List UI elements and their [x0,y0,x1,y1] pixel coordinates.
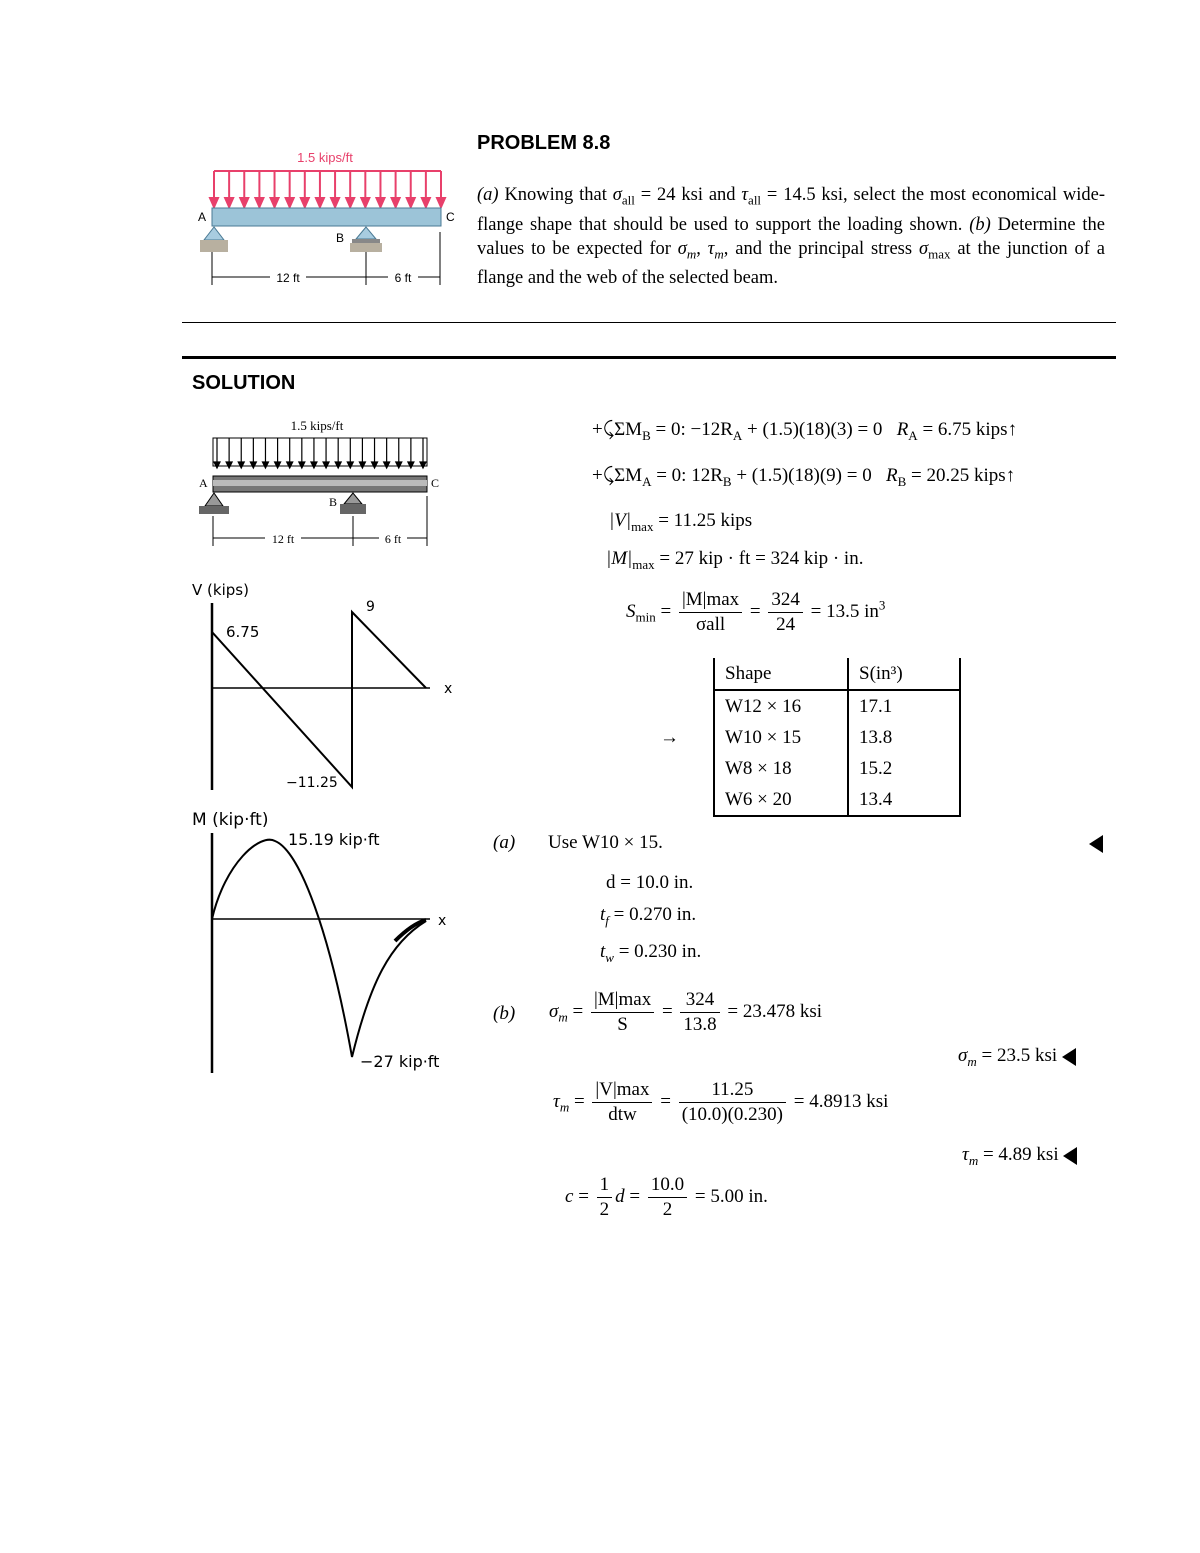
sol-load-arrowhead [384,462,390,468]
problem-text-1: Knowing that [504,185,607,205]
load-arrows [210,171,445,207]
load-arrowhead [255,198,263,207]
load-arrowhead [240,198,248,207]
shear-diagram [190,575,470,800]
load-arrowhead [346,198,354,207]
dim-6: 6 ft [394,271,412,285]
load-arrowhead [392,198,400,207]
support-b [356,227,376,239]
eq-sigma-m: $\sigma_m$ = $\frac{|M|\max}{S}$ = $\frac{324}{13.8}$ = 23.478 ksi [549,989,823,1035]
load-arrowhead [437,198,445,207]
sol-label-a: A [199,476,208,490]
problem-text-3: = 14.5 ksi, select the most economical wide-flange shape that should be used to support the loading shown. [477,185,1106,235]
support-a [204,227,224,240]
sigma-max: σ [918,238,929,259]
eq-vmax: $|V|_{max} = 11.25$ kips [609,510,753,534]
sol-load-arrows [214,438,426,468]
problem-figure [190,140,470,290]
answer-marker-icon [1062,1048,1076,1066]
eq-sum-ma: $+⤹\Sigma M_A = 0$: $12R_B + (1.5)(18)(9) = 0$ $R_B = 20.25$ kips↑ [592,465,1016,489]
sol-dim-12: 12 ft [271,532,295,546]
sol-load-arrowhead [420,462,426,468]
moment-axis-title: M (kip·ft) [192,810,269,830]
sol-load-arrowhead [262,462,268,468]
sol-load-label: 1.5 kips/ft [290,418,344,433]
sol-load-arrowhead [408,462,414,468]
shape-table [713,658,961,817]
eq-c: c = $\frac{1}{2}$ d = $\frac{10.0}{2}$ = 5.00 in. [565,1174,768,1220]
sol-load-arrowhead [214,462,220,468]
load-arrowhead [271,198,279,207]
sol-load-arrowhead [359,462,365,468]
ccw-icon: +⤹ [592,465,615,486]
sol-load-arrowhead [372,462,378,468]
sol-load-arrowhead [311,462,317,468]
load-arrowhead [361,198,369,207]
part-a-use: Use W10 × 15. [548,832,663,853]
all-sub: all [621,192,635,208]
load-arrowhead [286,198,294,207]
divider-bottom [182,356,1116,359]
load-arrowhead [331,198,339,207]
sol-load-arrowhead [335,462,341,468]
problem-text-2: = 24 ksi and [640,185,736,205]
moment-x-label: x [438,913,447,929]
moment-diagram [190,803,470,1078]
table-row: W8 × 18 15.2 [714,753,960,784]
problem-text-4: Determine the values to be expected for [477,214,1106,259]
problem-statement: (a) Knowing that $\sigma_{all} = 24$ ksi and $\tau_{all} = 14.5$ ksi, select the most economical wide-flange shape that should be used to support the loading shown. (b) Determine the values to be expected for $\sigma_m$, $\tau_m$, and the principal stress $\sigma_{max}$ at the junction of a flange and the web of the selected beam. [477,185,1106,289]
sol-load-arrowhead [275,462,281,468]
sigma-m: σ [677,238,687,259]
sigma-m-answer: $\sigma_m = 23.5$ ksi [958,1045,1076,1070]
beam [212,208,441,226]
ccw-icon: +⤹ [592,419,615,440]
selection-arrow: → [660,727,679,748]
eq-mmax: $|M|_{max} = 27$ kip · ft = 324 kip · in. [606,548,864,572]
eq-tau-m: $\tau_m$ = $\frac{|V|\max}{\text{dtw}}$ = $\frac{11.25}{(10.0)(0.230)}$ = 4.8913 ksi [553,1079,889,1125]
sigma-all: σ [612,185,622,205]
moment-value-max: 15.19 kip·ft [288,830,380,849]
shear-value-neg: −11.25 [286,775,338,791]
load-arrowhead [225,198,233,207]
part-a-d: d = 10.0 in. [606,872,694,893]
solution-title: SOLUTION [192,372,296,394]
divider-top [182,322,1116,323]
label-b: B [336,231,345,245]
part-b-label: (b) [969,214,991,235]
tau-all: τ [741,185,749,205]
sol-load-arrowhead [396,462,402,468]
shear-value-start: 6.75 [226,623,260,641]
moment-value-min: −27 kip·ft [360,1052,440,1071]
solution-figure [195,412,445,552]
answer-marker-icon [1063,1147,1077,1165]
part-a-tw: $t_w = 0.230$ in. [600,941,702,965]
shear-axis-title: V (kips) [192,581,249,599]
tau-m-answer: $\tau_m = 4.89$ ksi [962,1144,1077,1169]
part-a-label: (a) [493,832,516,853]
table-row: W12 × 16 17.1 [714,690,960,722]
part-a-label: (a) [477,185,499,205]
part-a-tf: $t_f = 0.270$ in. [600,904,697,928]
load-arrowhead [210,198,218,207]
tau-m: τ [707,238,715,259]
sol-load-arrowhead [238,462,244,468]
answer-marker-a [1089,835,1103,853]
load-label: 1.5 kips/ft [297,150,353,165]
table-row: W6 × 20 13.4 [714,784,960,816]
problem-text-5: and the principal stress [735,238,913,259]
load-arrowhead [407,198,415,207]
sol-load-arrowhead [287,462,293,468]
dim-12: 12 ft [276,271,300,285]
table-row: W10 × 15 13.8 [714,722,960,753]
sol-load-arrowhead [299,462,305,468]
load-arrowhead [301,198,309,207]
load-arrowhead [376,198,384,207]
sol-load-arrowhead [226,462,232,468]
header-shape: Shape [714,658,848,690]
shear-value-9: 9 [366,599,375,615]
sol-load-arrowhead [347,462,353,468]
eq-smin: $S_{min}$ = $\frac{|M|\max}{\text{σall}}$ = $\frac{324}{24}$ = 13.5 $in^3$ [626,589,886,635]
sol-load-arrowhead [250,462,256,468]
sol-label-b: B [329,495,338,509]
shear-x-label: x [444,681,453,697]
sol-load-arrowhead [323,462,329,468]
load-arrowhead [316,198,324,207]
moment-curve [212,840,426,1057]
sol-label-c: C [431,476,440,490]
label-a: A [198,210,207,224]
header-s: S(in³) [848,658,960,690]
load-arrowhead [422,198,430,207]
problem-text-6: at the junction of a flange and the web of the selected beam. [477,238,1106,289]
eq-sum-mb: $+⤹\Sigma M_B = 0$: $-12R_A + (1.5)(18)(3) = 0$ $R_A = 6.75$ kips↑ [592,419,1018,443]
sol-dim-6: 6 ft [384,532,402,546]
problem-title: PROBLEM 8.8 [477,132,611,154]
table-header [714,658,960,690]
part-b-label: (b) [493,1003,516,1024]
label-c: C [446,210,455,224]
